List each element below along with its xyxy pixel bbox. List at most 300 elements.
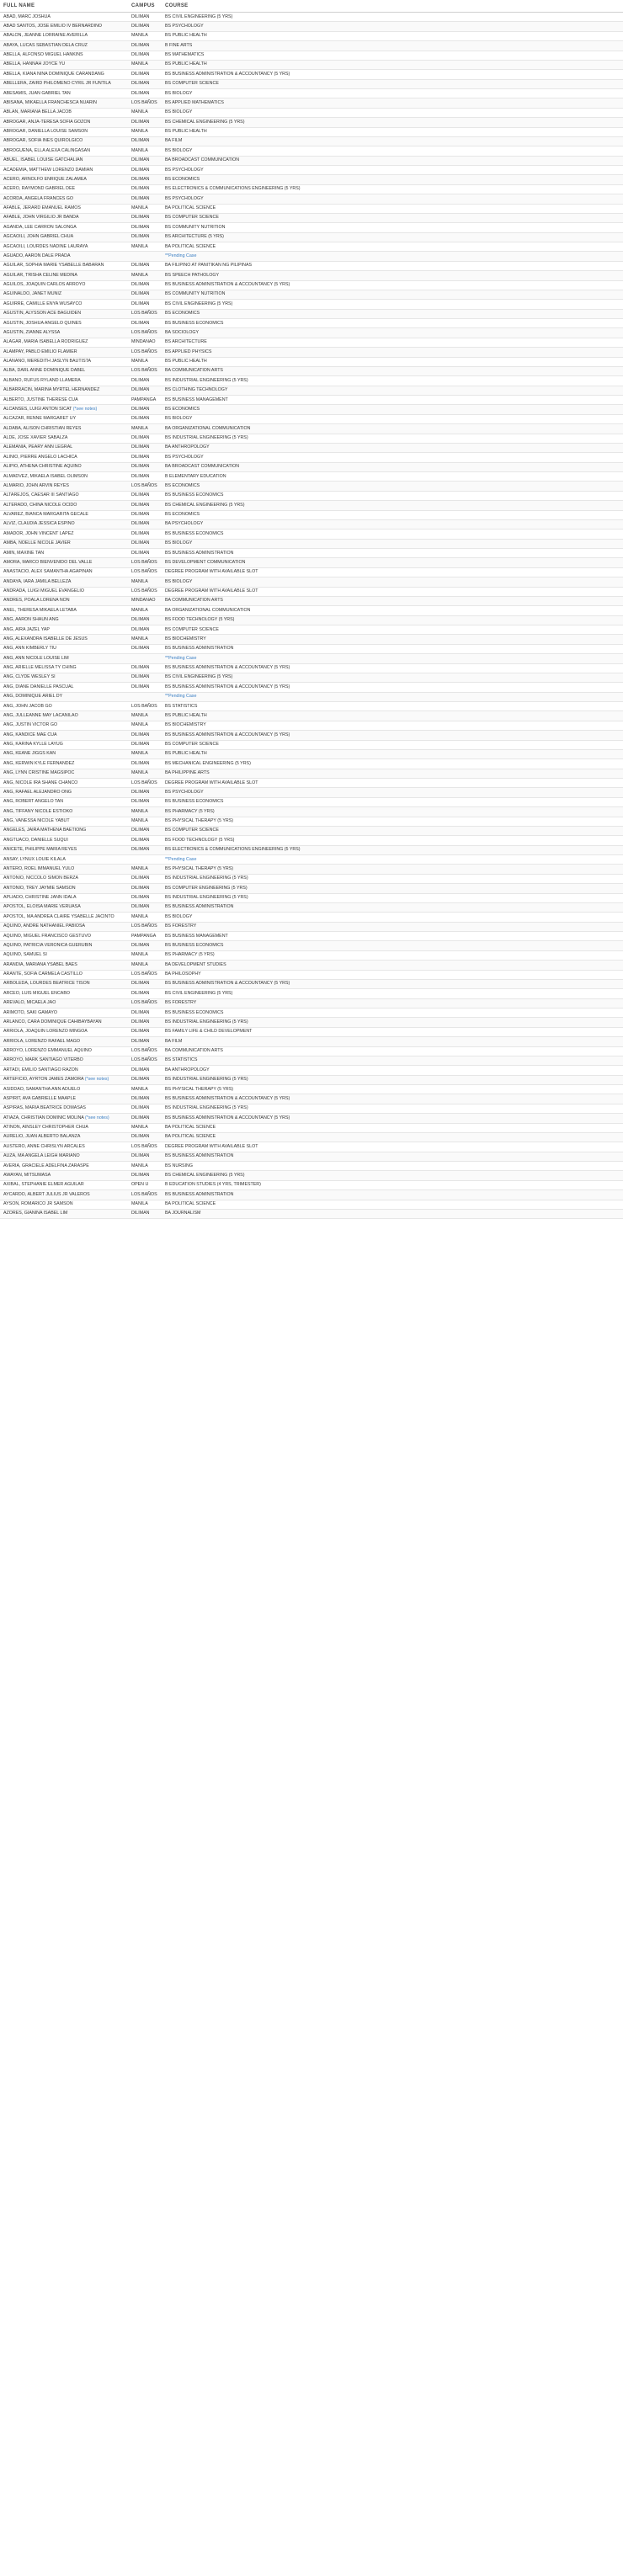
table-header bbox=[0, 0, 623, 13]
full-name: ANDRES, POALA LORENA NON bbox=[3, 598, 70, 604]
full-name: ANG, ALEXANDRA ISABELLE DE JESUS bbox=[3, 636, 88, 641]
full-name-cell bbox=[0, 280, 128, 290]
course-cell: BA POLITICAL SCIENCE bbox=[162, 1200, 623, 1209]
course-cell: BS INDUSTRIAL ENGINEERING (5 YRS) bbox=[162, 1018, 623, 1027]
full-name: ABLAN, MARIANA BELLA JACOB bbox=[3, 109, 72, 115]
course-cell: BS INDUSTRIAL ENGINEERING (5 YRS) bbox=[162, 376, 623, 386]
table-row bbox=[0, 328, 623, 338]
full-name-cell bbox=[0, 913, 128, 922]
full-name: ANG, JOHN JACOB GO bbox=[3, 703, 52, 709]
see-notes-link[interactable]: (*see notes) bbox=[85, 1115, 109, 1120]
full-name: ABROGUENA, ELLA ALEXA CALINGASAN bbox=[3, 147, 91, 153]
table-row bbox=[0, 31, 623, 40]
full-name: ANGTUACO, DANIELLE SUQUI bbox=[3, 837, 68, 843]
full-name: ARANTE, SOFIA CARMELA CASTILLO bbox=[3, 971, 83, 977]
campus-cell: LOS BAÑOS bbox=[128, 1056, 162, 1065]
table-row bbox=[0, 1132, 623, 1142]
campus-cell: DILIMAN bbox=[128, 884, 162, 893]
campus-cell: MANILA bbox=[128, 721, 162, 730]
full-name: ABUEL, ISABEL LOUISE GATCHALIAN bbox=[3, 157, 83, 163]
full-name-cell bbox=[0, 223, 128, 232]
table-row bbox=[0, 261, 623, 270]
full-name: AGUADO, AARON DALE PRADA bbox=[3, 253, 71, 258]
table-row bbox=[0, 539, 623, 548]
table-row bbox=[0, 749, 623, 758]
full-name: AGCAOILI, LOURDES NADINE LAURAYA bbox=[3, 243, 88, 249]
campus-cell bbox=[128, 692, 162, 701]
table-row bbox=[0, 855, 623, 865]
course-cell: BA PHILIPPINE ARTS bbox=[162, 769, 623, 778]
table-row bbox=[0, 1094, 623, 1104]
course-cell: BA DEVELOPMENT STUDIES bbox=[162, 961, 623, 970]
campus-cell: LOS BAÑOS bbox=[128, 998, 162, 1008]
pending-case-status: **Pending Case bbox=[162, 855, 623, 865]
campus-cell: LOS BAÑOS bbox=[128, 1142, 162, 1152]
table-row bbox=[0, 60, 623, 69]
full-name-cell bbox=[0, 673, 128, 682]
table-row bbox=[0, 530, 623, 539]
table-row bbox=[0, 1027, 623, 1036]
table-row bbox=[0, 654, 623, 663]
table-row bbox=[0, 893, 623, 902]
full-name: ASPIRIT, AVA GABRIELLE MAAPLE bbox=[3, 1095, 77, 1101]
campus-cell: DILIMAN bbox=[128, 223, 162, 232]
campus-cell: DILIMAN bbox=[128, 845, 162, 854]
table-row bbox=[0, 156, 623, 165]
full-name-cell bbox=[0, 577, 128, 587]
campus-cell: MANILA bbox=[128, 1162, 162, 1171]
course-cell: BS BIOCHEMISTRY bbox=[162, 721, 623, 730]
campus-cell: LOS BAÑOS bbox=[128, 348, 162, 357]
table-row bbox=[0, 386, 623, 395]
course-cell: BS PHYSICAL THERAPY (5 YRS) bbox=[162, 1085, 623, 1094]
campus-cell: DILIMAN bbox=[128, 1009, 162, 1018]
full-name-cell bbox=[0, 692, 128, 701]
campus-cell: PAMPANGA bbox=[128, 396, 162, 405]
see-notes-link[interactable]: (*see notes) bbox=[72, 406, 98, 412]
full-name-cell bbox=[0, 922, 128, 931]
course-cell: BS BIOLOGY bbox=[162, 913, 623, 922]
course-cell: BA ANTHROPOLOGY bbox=[162, 1066, 623, 1075]
full-name-cell bbox=[0, 136, 128, 146]
full-name: ANG, DOMINIQUE ARIEL DY bbox=[3, 694, 63, 700]
table-row bbox=[0, 357, 623, 366]
table-row bbox=[0, 242, 623, 252]
table-row bbox=[0, 166, 623, 175]
full-name-cell bbox=[0, 424, 128, 434]
course-cell: BS BUSINESS ECONOMICS bbox=[162, 530, 623, 539]
course-cell: BS ECONOMICS bbox=[162, 175, 623, 184]
campus-cell: DILIMAN bbox=[128, 902, 162, 912]
full-name: ALINIO, PIERRE ANGELO LACHICA bbox=[3, 454, 77, 460]
table-row bbox=[0, 692, 623, 701]
course-cell: BS FORESTRY bbox=[162, 998, 623, 1008]
full-name: ABALON, JEANNE LORRAINE AVERILLA bbox=[3, 33, 88, 39]
course-cell: BS PSYCHOLOGY bbox=[162, 166, 623, 175]
course-cell: BS BUSINESS ADMINISTRATION & ACCOUNTANCY (5 YRS) bbox=[162, 1114, 623, 1123]
table-row bbox=[0, 366, 623, 375]
course-cell: BS FAMILY LIFE & CHILD DEVELOPMENT bbox=[162, 1027, 623, 1036]
full-name-cell bbox=[0, 31, 128, 40]
table-row bbox=[0, 1046, 623, 1056]
campus-cell: DILIMAN bbox=[128, 232, 162, 242]
campus-cell: MANILA bbox=[128, 60, 162, 69]
table-row bbox=[0, 300, 623, 309]
full-name-cell bbox=[0, 271, 128, 280]
course-cell: BS MECHANICAL ENGINEERING (5 YRS) bbox=[162, 759, 623, 769]
full-name-cell bbox=[0, 366, 128, 375]
full-name-cell bbox=[0, 902, 128, 912]
campus-cell: DILIMAN bbox=[128, 530, 162, 539]
course-cell: BS BUSINESS ADMINISTRATION & ACCOUNTANCY (5 YRS) bbox=[162, 979, 623, 988]
full-name: ASPIRAS, MARIA BEATRICE DOMASAS bbox=[3, 1105, 86, 1111]
course-cell: BS INDUSTRIAL ENGINEERING (5 YRS) bbox=[162, 434, 623, 443]
table-row bbox=[0, 941, 623, 950]
campus-cell: DILIMAN bbox=[128, 1037, 162, 1046]
campus-cell: DILIMAN bbox=[128, 166, 162, 175]
full-name: AFABLE, JERARD EMANUEL RAMOS bbox=[3, 205, 81, 211]
course-cell: BS PHARMACY (5 YRS) bbox=[162, 807, 623, 817]
course-cell: BS BUSINESS ADMINISTRATION bbox=[162, 1190, 623, 1200]
full-name-cell bbox=[0, 510, 128, 519]
campus-cell: MANILA bbox=[128, 424, 162, 434]
full-name-cell bbox=[0, 118, 128, 127]
table-row bbox=[0, 817, 623, 826]
full-name-cell bbox=[0, 108, 128, 117]
full-name: ANTONIO, TREY JAYMIE SAMSON bbox=[3, 885, 76, 891]
course-cell: BS PHYSICAL THERAPY (5 YRS) bbox=[162, 865, 623, 874]
full-name: ABAD SANTOS, JOSE EMILIO IV BERNARDINO bbox=[3, 23, 103, 29]
table-row bbox=[0, 721, 623, 730]
table-row bbox=[0, 998, 623, 1008]
full-name-cell bbox=[0, 1046, 128, 1056]
full-name: AFABLE, JOHN VIRGILIO JR BANDA bbox=[3, 215, 79, 221]
campus-cell: DILIMAN bbox=[128, 491, 162, 500]
full-name-cell bbox=[0, 549, 128, 558]
full-name-cell bbox=[0, 1085, 128, 1094]
full-name: APOSTOL, MA ANDREA CLAIRE YSABELLE JACINTO bbox=[3, 913, 114, 919]
full-name-cell bbox=[0, 731, 128, 740]
full-name-cell bbox=[0, 788, 128, 797]
full-name-cell bbox=[0, 817, 128, 826]
campus-cell: MANILA bbox=[128, 1085, 162, 1094]
full-name: AURELIO, JUAN ALBERTO BALANZA bbox=[3, 1134, 81, 1140]
full-name: ARROYO, LORENZO EMMANUEL AQUINO bbox=[3, 1048, 92, 1054]
course-cell: BA SOCIOLOGY bbox=[162, 328, 623, 338]
table-row bbox=[0, 596, 623, 605]
full-name-cell bbox=[0, 884, 128, 893]
table-row bbox=[0, 108, 623, 117]
full-name-cell bbox=[0, 242, 128, 252]
full-name-cell bbox=[0, 232, 128, 242]
campus-cell: MANILA bbox=[128, 769, 162, 778]
full-name-cell bbox=[0, 1190, 128, 1200]
table-row bbox=[0, 414, 623, 423]
course-cell: BS COMPUTER SCIENCE bbox=[162, 740, 623, 749]
campus-cell: DILIMAN bbox=[128, 70, 162, 79]
full-name-cell bbox=[0, 558, 128, 567]
full-name: AVERIA, GRACIELE ADELFINA ZARASPE bbox=[3, 1163, 89, 1168]
campus-cell: DILIMAN bbox=[128, 472, 162, 482]
full-name-cell bbox=[0, 1209, 128, 1218]
full-name-cell bbox=[0, 175, 128, 184]
full-name: ACADEMIA, MATTHEW LORENZO DAMIAN bbox=[3, 167, 93, 173]
table-row bbox=[0, 683, 623, 692]
table-row bbox=[0, 769, 623, 778]
course-cell: BS MATHEMATICS bbox=[162, 51, 623, 60]
course-cell: BS INDUSTRIAL ENGINEERING (5 YRS) bbox=[162, 1104, 623, 1113]
full-name: ALIPIO, ATHENA CHRISTINE AQUINO bbox=[3, 464, 82, 470]
table-row bbox=[0, 845, 623, 854]
campus-cell: MANILA bbox=[128, 711, 162, 721]
full-name-cell bbox=[0, 396, 128, 405]
full-name-cell bbox=[0, 60, 128, 69]
campus-cell: MANILA bbox=[128, 606, 162, 615]
table-row bbox=[0, 1190, 623, 1200]
course-cell: DEGREE PROGRAM WITH AVAILABLE SLOT bbox=[162, 779, 623, 788]
full-name-cell bbox=[0, 1200, 128, 1209]
full-name: ANG, KEANE JIGGS KAN bbox=[3, 751, 56, 757]
full-name: ANG, VANESSA NICOLE YABUT bbox=[3, 818, 70, 824]
course-cell: BS BUSINESS ECONOMICS bbox=[162, 797, 623, 806]
full-name: ANSAY, LYNUX LOUIE KILALA bbox=[3, 856, 66, 862]
full-name-cell bbox=[0, 376, 128, 386]
course-cell: BS NURSING bbox=[162, 1162, 623, 1171]
course-cell: BS CHEMICAL ENGINEERING (5 YRS) bbox=[162, 118, 623, 127]
table-row bbox=[0, 759, 623, 769]
full-name-cell bbox=[0, 979, 128, 988]
campus-cell: DILIMAN bbox=[128, 1075, 162, 1084]
full-name: ALAMPAY, PABLO EMILIO FLAMIER bbox=[3, 349, 77, 354]
campus-cell bbox=[128, 855, 162, 865]
full-name-cell bbox=[0, 961, 128, 970]
table-row bbox=[0, 213, 623, 222]
full-name: AWAYAN, MITSUMASA bbox=[3, 1172, 51, 1178]
full-name: AGUSTIN, ZIANNE ALYSSA bbox=[3, 329, 61, 335]
full-name: ABELLERA, ZAIRD PHILOMENO CYRIL JR FUNTILA bbox=[3, 81, 111, 87]
campus-cell: DILIMAN bbox=[128, 13, 162, 22]
full-name-cell bbox=[0, 740, 128, 749]
table-row bbox=[0, 519, 623, 529]
full-name-cell bbox=[0, 989, 128, 998]
full-name: AXIBAL, STEPHANIE ELMER AGUILAR bbox=[3, 1182, 84, 1188]
campus-cell: MANILA bbox=[128, 817, 162, 826]
campus-cell: MANILA bbox=[128, 635, 162, 644]
full-name: ARCEO, LUIS MIGUEL ENCABO bbox=[3, 990, 70, 996]
full-name: AGUILAR, TRISHA CELINE MEDINA bbox=[3, 272, 77, 278]
campus-cell: MANILA bbox=[128, 865, 162, 874]
full-name: ALCAZAR, RENNE MARGARET UY bbox=[3, 416, 77, 422]
full-name: AGUILOS, JOAQUIN CARLOS ARROYO bbox=[3, 282, 86, 288]
campus-cell bbox=[128, 654, 162, 663]
full-name: ANG, CLYDE WESLEY SI bbox=[3, 674, 56, 680]
course-cell: BS ECONOMICS bbox=[162, 510, 623, 519]
course-cell: BS COMPUTER ENGINEERING (5 YRS) bbox=[162, 884, 623, 893]
table-row bbox=[0, 376, 623, 386]
full-name-cell bbox=[0, 472, 128, 482]
full-name-cell bbox=[0, 348, 128, 357]
course-cell: B FINE ARTS bbox=[162, 41, 623, 51]
campus-cell: DILIMAN bbox=[128, 501, 162, 510]
full-name-cell bbox=[0, 453, 128, 462]
campus-cell: DILIMAN bbox=[128, 462, 162, 471]
full-name: ANDAYA, IARA JAMILA BELLEZA bbox=[3, 578, 72, 584]
campus-cell: DILIMAN bbox=[128, 280, 162, 290]
table-row bbox=[0, 922, 623, 931]
full-name-cell bbox=[0, 1056, 128, 1065]
header-course: COURSE bbox=[162, 0, 623, 13]
campus-cell: DILIMAN bbox=[128, 539, 162, 548]
table-row bbox=[0, 396, 623, 405]
pending-case-status: **Pending Case bbox=[162, 654, 623, 663]
full-name-cell bbox=[0, 644, 128, 653]
full-name-cell bbox=[0, 1114, 128, 1123]
full-name: ATINON, AINSLEY CHRISTOPHER CHUA bbox=[3, 1125, 88, 1131]
full-name-cell bbox=[0, 807, 128, 817]
course-cell: BS PUBLIC HEALTH bbox=[162, 31, 623, 40]
full-name: ABROGAR, ANJA-TERESA SOFIA GOZON bbox=[3, 119, 91, 125]
full-name-cell bbox=[0, 501, 128, 510]
table-row bbox=[0, 443, 623, 452]
full-name-cell bbox=[0, 184, 128, 194]
full-name: ARRIOLA, JOAQUIN LORENZO MINGOA bbox=[3, 1029, 88, 1035]
table-row bbox=[0, 1066, 623, 1075]
campus-cell: DILIMAN bbox=[128, 644, 162, 653]
campus-cell: LOS BAÑOS bbox=[128, 779, 162, 788]
campus-cell: DILIMAN bbox=[128, 1027, 162, 1036]
campus-cell: MANILA bbox=[128, 357, 162, 366]
full-name-cell bbox=[0, 1171, 128, 1180]
full-name-cell bbox=[0, 462, 128, 471]
pending-case-status: **Pending Case bbox=[162, 252, 623, 261]
full-name: ABESAMIS, JUAN GABRIEL TAN bbox=[3, 90, 71, 96]
table-row bbox=[0, 424, 623, 434]
course-cell: BA POLITICAL SCIENCE bbox=[162, 1123, 623, 1132]
campus-cell: DILIMAN bbox=[128, 1209, 162, 1218]
see-notes-link[interactable]: (*see notes) bbox=[84, 1077, 109, 1083]
campus-cell: DILIMAN bbox=[128, 290, 162, 299]
full-name-cell bbox=[0, 759, 128, 769]
course-cell: BS ECONOMICS bbox=[162, 482, 623, 491]
full-name: AGUIRRE, CAMILLE ENYA WUSAYCO bbox=[3, 301, 83, 306]
full-name-cell bbox=[0, 70, 128, 79]
campus-cell: DILIMAN bbox=[128, 979, 162, 988]
course-cell: BS BUSINESS ECONOMICS bbox=[162, 1009, 623, 1018]
table-row bbox=[0, 1085, 623, 1094]
full-name: AQUINO, MIGUEL FRANCISCO GESTUVO bbox=[3, 933, 91, 939]
full-name: ALMADVEZ, MIKAELA ISABEL OLIMSON bbox=[3, 473, 88, 479]
course-cell: BS BIOLOGY bbox=[162, 414, 623, 423]
full-name: ASIDDAO, SAMANTHA ANN ADUELO bbox=[3, 1086, 81, 1092]
campus-cell: LOS BAÑOS bbox=[128, 922, 162, 931]
full-name: ANG, JUSTIN VICTOR GO bbox=[3, 722, 58, 728]
campus-cell: DILIMAN bbox=[128, 788, 162, 797]
full-name-cell bbox=[0, 79, 128, 88]
admission-results-table bbox=[0, 0, 623, 1219]
full-name: ALANANO, MEREDITH JASLYN BAUTISTA bbox=[3, 359, 91, 365]
campus-cell: MANILA bbox=[128, 1200, 162, 1209]
campus-cell: DILIMAN bbox=[128, 731, 162, 740]
table-row bbox=[0, 740, 623, 749]
course-cell: BS APPLIED MATHEMATICS bbox=[162, 98, 623, 108]
campus-cell: DILIMAN bbox=[128, 759, 162, 769]
full-name: ANTONIO, NICCOLO SIMON BERZA bbox=[3, 876, 79, 881]
full-name: ALVAREZ, BIANCA MARGARITA GECALE bbox=[3, 512, 88, 518]
table-row bbox=[0, 1200, 623, 1209]
course-cell: BS COMMUNITY NUTRITION bbox=[162, 290, 623, 299]
table-row bbox=[0, 290, 623, 299]
header-campus: CAMPUS bbox=[128, 0, 162, 13]
table-row bbox=[0, 1209, 623, 1218]
table-row bbox=[0, 884, 623, 893]
full-name: AMBA, NOELLE NICOLE JAVIER bbox=[3, 540, 71, 546]
full-name-cell bbox=[0, 606, 128, 615]
full-name-cell bbox=[0, 1123, 128, 1132]
table-row bbox=[0, 348, 623, 357]
table-row bbox=[0, 663, 623, 673]
full-name: ACERO, ARNOLFO ENRIQUE ZALAMEA bbox=[3, 176, 87, 182]
table-row bbox=[0, 79, 623, 88]
course-cell: BS PHARMACY (5 YRS) bbox=[162, 950, 623, 960]
table-row bbox=[0, 1162, 623, 1171]
course-cell: BS PSYCHOLOGY bbox=[162, 22, 623, 31]
course-cell: BS PHYSICAL THERAPY (5 YRS) bbox=[162, 817, 623, 826]
campus-cell: DILIMAN bbox=[128, 434, 162, 443]
campus-cell: DILIMAN bbox=[128, 1066, 162, 1075]
table-row bbox=[0, 797, 623, 806]
full-name: ALDE, JOSE XAVIER SABALZA bbox=[3, 435, 68, 441]
campus-cell: MANILA bbox=[128, 146, 162, 156]
course-cell: BS BUSINESS ECONOMICS bbox=[162, 491, 623, 500]
full-name: ARLANCO, CARA DOMINIQUE CAHIBAYBAYAN bbox=[3, 1019, 102, 1025]
course-cell: BS BUSINESS ADMINISTRATION & ACCOUNTANCY (5 YRS) bbox=[162, 70, 623, 79]
course-cell: BS BUSINESS ADMINISTRATION bbox=[162, 644, 623, 653]
full-name: AZORES, GIANINA ISABEL LIM bbox=[3, 1211, 68, 1216]
full-name-cell bbox=[0, 22, 128, 31]
full-name-cell bbox=[0, 721, 128, 730]
full-name: ABELLA, HANNAH JOYCE YU bbox=[3, 61, 66, 67]
table-row bbox=[0, 1180, 623, 1190]
table-row bbox=[0, 434, 623, 443]
course-cell: BS BUSINESS ADMINISTRATION bbox=[162, 549, 623, 558]
full-name-cell bbox=[0, 328, 128, 338]
full-name: ALVIZ, CLAUDIA JESSICA ESPINO bbox=[3, 521, 75, 527]
campus-cell: LOS BAÑOS bbox=[128, 366, 162, 375]
course-cell: BS CLOTHING TECHNOLOGY bbox=[162, 386, 623, 395]
course-cell: BS BIOLOGY bbox=[162, 539, 623, 548]
table-row bbox=[0, 51, 623, 60]
full-name-cell bbox=[0, 1132, 128, 1142]
course-cell: BA ORGANIZATIONAL COMMUNICATION bbox=[162, 606, 623, 615]
campus-cell: MINDANAO bbox=[128, 338, 162, 347]
full-name-cell bbox=[0, 252, 128, 261]
course-cell: BS CIVIL ENGINEERING (5 YRS) bbox=[162, 13, 623, 22]
course-cell: BS PSYCHOLOGY bbox=[162, 788, 623, 797]
table-row bbox=[0, 501, 623, 510]
full-name-cell bbox=[0, 874, 128, 883]
campus-cell: DILIMAN bbox=[128, 989, 162, 998]
table-row bbox=[0, 1104, 623, 1113]
table-row bbox=[0, 462, 623, 471]
campus-cell: DILIMAN bbox=[128, 797, 162, 806]
table-row bbox=[0, 673, 623, 682]
campus-cell: MANILA bbox=[128, 577, 162, 587]
course-cell: BS INDUSTRIAL ENGINEERING (5 YRS) bbox=[162, 1075, 623, 1084]
table-row bbox=[0, 711, 623, 721]
full-name: ANG, JULLEANNE MAY LACANILAO bbox=[3, 712, 78, 718]
full-name: ANDRADA, LUIGI MIGUEL EVANGELIO bbox=[3, 588, 84, 594]
table-row bbox=[0, 204, 623, 213]
